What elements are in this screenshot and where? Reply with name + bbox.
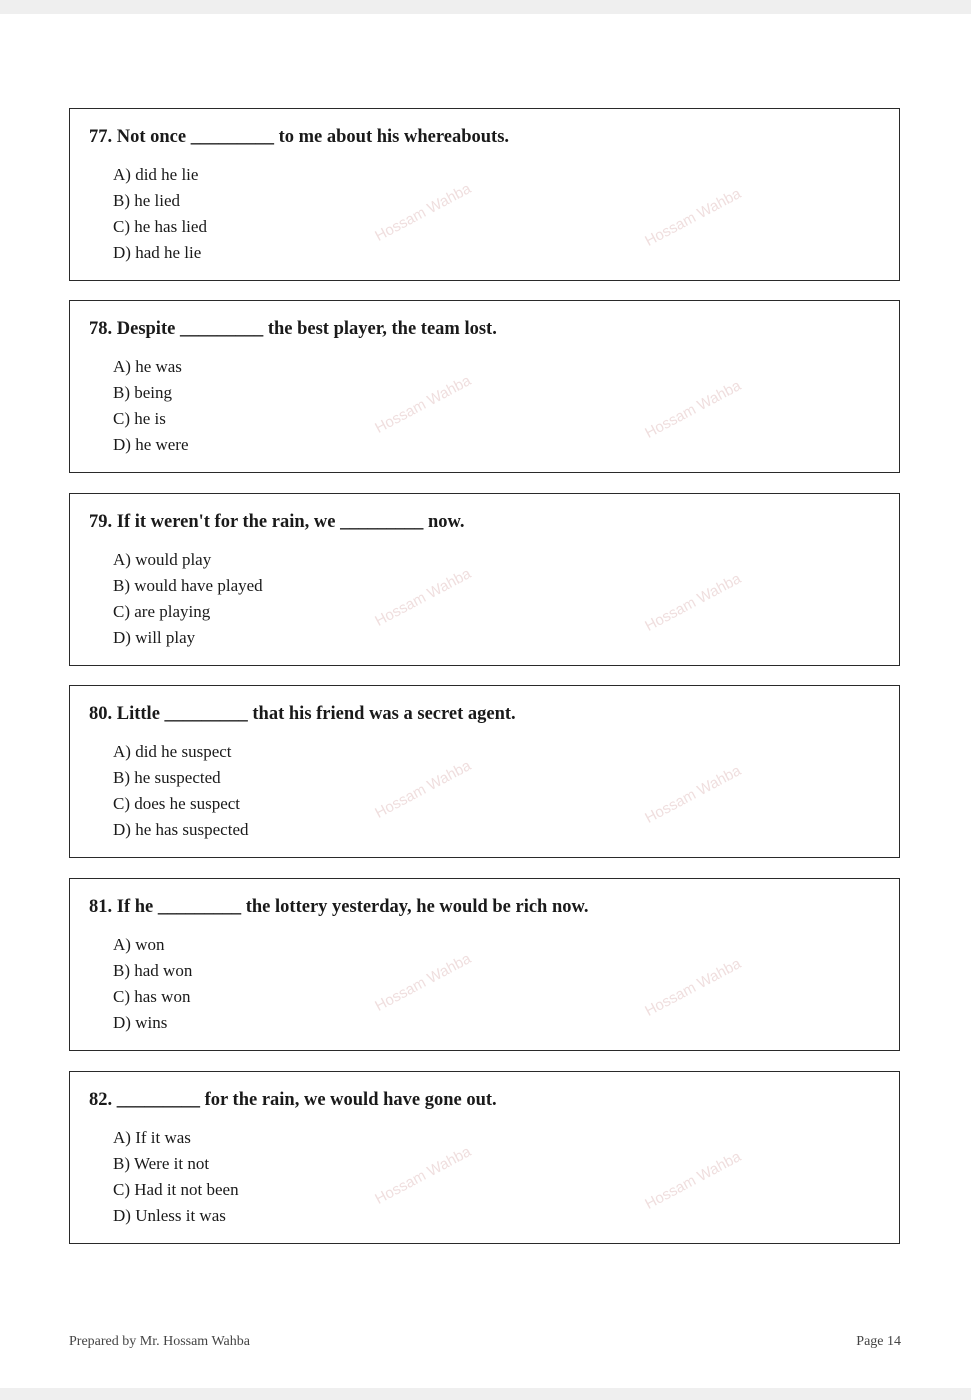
options-list — [113, 354, 189, 458]
watermark-text: Hossam Wahba — [372, 950, 474, 1015]
option-b: B) would have played — [113, 576, 263, 595]
question-box-81 — [69, 878, 900, 1051]
question-text: 79. If it weren't for the rain, we _________ now. — [89, 512, 465, 532]
watermark-text: Hossam Wahba — [642, 1148, 744, 1213]
options-list — [113, 547, 263, 651]
question-text: 77. Not once _________ to me about his whereabouts. — [89, 127, 510, 147]
option-d: D) Unless it was — [113, 1206, 226, 1225]
option-b: B) he suspected — [113, 768, 221, 787]
footer-author: Prepared by Mr. Hossam Wahba — [69, 1334, 250, 1349]
option-d: D) will play — [113, 628, 196, 647]
option-b: B) being — [113, 383, 173, 402]
option-b: B) had won — [113, 961, 193, 980]
watermark-text: Hossam Wahba — [372, 565, 474, 630]
option-a: A) If it was — [113, 1128, 191, 1147]
options-list — [113, 932, 192, 1036]
option-a: A) he was — [113, 357, 182, 376]
question-box-79 — [69, 493, 900, 666]
option-d: D) he were — [113, 435, 189, 454]
option-a: A) did he lie — [113, 165, 199, 184]
option-c: C) has won — [113, 987, 191, 1006]
options-list — [113, 162, 207, 266]
option-c: C) Had it not been — [113, 1180, 239, 1199]
options-list — [113, 739, 249, 843]
watermark-text: Hossam Wahba — [372, 180, 474, 245]
bottom-margin-strip — [0, 1388, 971, 1400]
question-text: 78. Despite _________ the best player, the team lost. — [89, 319, 497, 339]
question-box-80 — [69, 685, 900, 858]
watermark-text: Hossam Wahba — [642, 185, 744, 250]
options-list — [113, 1125, 239, 1229]
question-box-82 — [69, 1071, 900, 1244]
option-d: D) he has suspected — [113, 820, 249, 839]
watermark-text: Hossam Wahba — [372, 757, 474, 822]
option-a: A) would play — [113, 550, 212, 569]
option-a: A) won — [113, 935, 165, 954]
option-a: A) did he suspect — [113, 742, 232, 761]
top-margin-strip — [0, 0, 971, 14]
watermark-text: Hossam Wahba — [642, 377, 744, 442]
footer-page-number: Page 14 — [856, 1334, 901, 1349]
option-d: D) wins — [113, 1013, 168, 1032]
option-d: D) had he lie — [113, 243, 202, 262]
question-box-78 — [69, 300, 900, 473]
option-c: C) he is — [113, 409, 166, 428]
watermark-text: Hossam Wahba — [372, 1143, 474, 1208]
question-text: 80. Little _________ that his friend was a secret agent. — [89, 704, 516, 724]
option-b: B) he lied — [113, 191, 181, 210]
question-box-77 — [69, 108, 900, 281]
question-text: 81. If he _________ the lottery yesterday, he would be rich now. — [89, 897, 589, 917]
watermark-text: Hossam Wahba — [372, 372, 474, 437]
option-c: C) does he suspect — [113, 794, 241, 813]
option-b: B) Were it not — [113, 1154, 210, 1173]
option-c: C) are playing — [113, 602, 211, 621]
option-c: C) he has lied — [113, 217, 207, 236]
watermark-text: Hossam Wahba — [642, 762, 744, 827]
watermark-text: Hossam Wahba — [642, 955, 744, 1020]
question-text: 82. _________ for the rain, we would have gone out. — [89, 1090, 497, 1110]
watermark-text: Hossam Wahba — [642, 570, 744, 635]
